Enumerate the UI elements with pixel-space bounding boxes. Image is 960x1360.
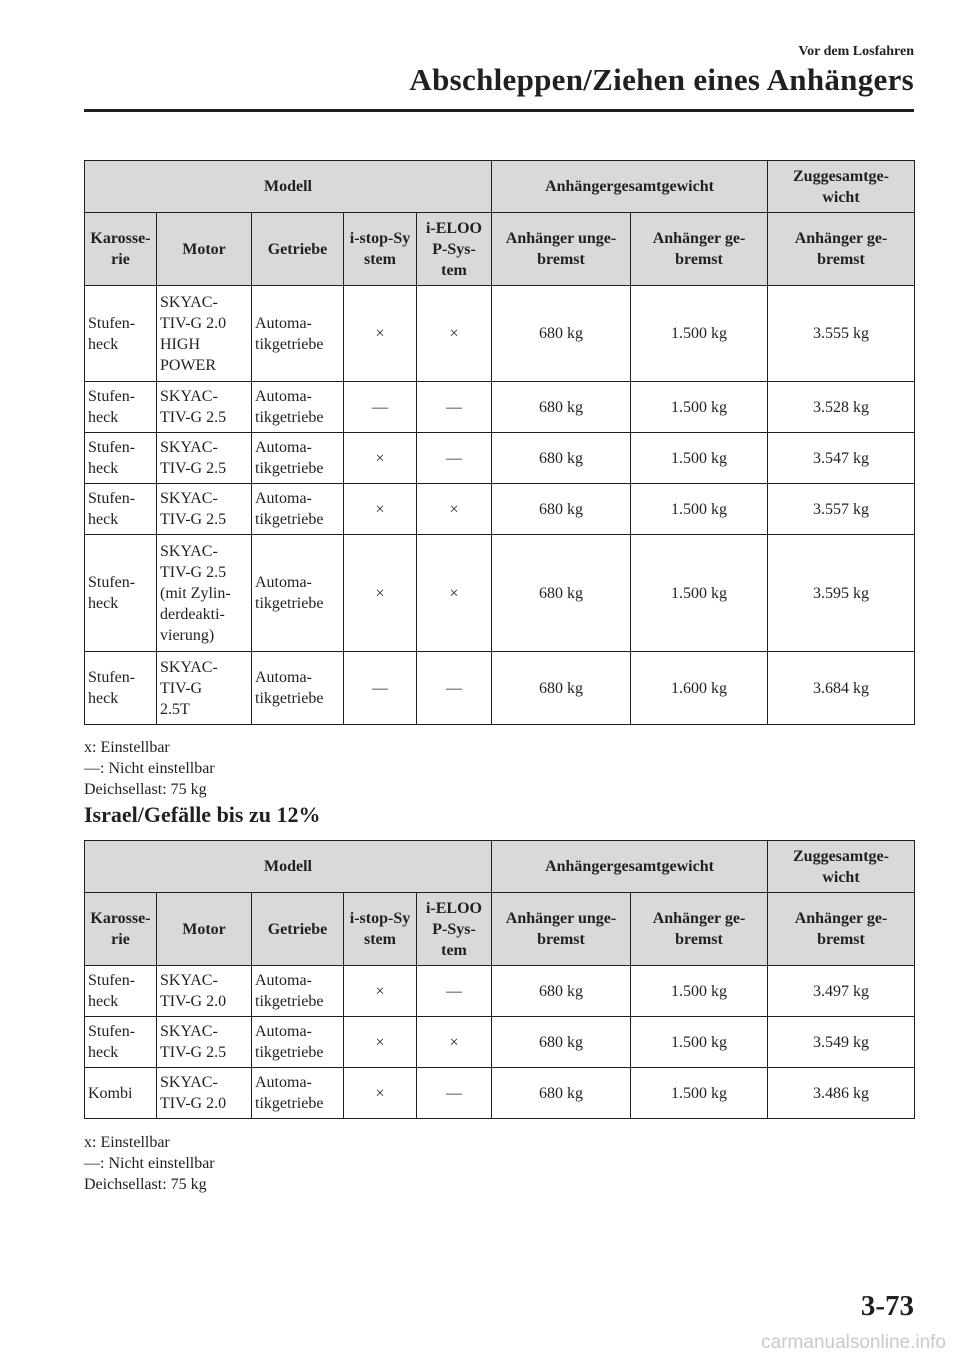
cell-motor: SKYAC- TIV-G 2.5	[157, 1017, 252, 1068]
cell-ieloop: —	[417, 433, 492, 484]
header-anhaengergesamtgewicht: Anhängergesamtgewicht	[492, 841, 768, 893]
header-zug-gebremst: Anhänger ge- bremst	[768, 213, 915, 286]
table-row	[85, 966, 915, 1017]
cell-istop: —	[344, 652, 417, 725]
notes-2	[84, 1132, 215, 1195]
cell-motor: SKYAC- TIV-G 2.5 (mit Zylin- derdeakti- vierung)	[157, 535, 252, 652]
notes-1	[84, 737, 215, 800]
watermark: carmanualsonline.info	[761, 1332, 946, 1353]
header-getriebe: Getriebe	[252, 893, 344, 966]
cell-getriebe: Automa- tikgetriebe	[252, 484, 344, 535]
page-number: 3-73	[860, 1290, 914, 1322]
cell-ieloop: ×	[417, 1017, 492, 1068]
header-gebremst: Anhänger ge- bremst	[631, 893, 768, 966]
note-einstellbar: x: Einstellbar	[84, 1134, 170, 1151]
cell-zuggesamtgewicht: 3.497 kg	[768, 966, 915, 1017]
header-karosserie: Karosse- rie	[85, 893, 157, 966]
cell-ieloop: —	[417, 382, 492, 433]
cell-istop: ×	[344, 1017, 417, 1068]
header-karosserie: Karosse- rie	[85, 213, 157, 286]
cell-ungebremst: 680 kg	[492, 286, 631, 382]
cell-karosserie: Stufen- heck	[85, 535, 157, 652]
cell-ungebremst: 680 kg	[492, 966, 631, 1017]
note-nicht-einstellbar: —: Nicht einstellbar	[84, 760, 215, 777]
cell-ungebremst: 680 kg	[492, 535, 631, 652]
cell-ieloop: ×	[417, 535, 492, 652]
cell-motor: SKYAC- TIV-G 2.5	[157, 382, 252, 433]
cell-getriebe: Automa- tikgetriebe	[252, 382, 344, 433]
table-row	[85, 382, 915, 433]
cell-getriebe: Automa- tikgetriebe	[252, 652, 344, 725]
cell-karosserie: Stufen- heck	[85, 433, 157, 484]
header-ieloop: i-ELOO P-Sys- tem	[417, 213, 492, 286]
cell-karosserie: Stufen- heck	[85, 382, 157, 433]
towing-table-1	[84, 160, 915, 725]
cell-ieloop: ×	[417, 286, 492, 382]
cell-gebremst: 1.500 kg	[631, 966, 768, 1017]
towing-table-2	[84, 840, 915, 1119]
cell-ungebremst: 680 kg	[492, 1017, 631, 1068]
table-row	[85, 1068, 915, 1119]
header-istop: i-stop-Sy stem	[344, 893, 417, 966]
header-ungebremst: Anhänger unge- bremst	[492, 893, 631, 966]
header-motor: Motor	[157, 213, 252, 286]
cell-gebremst: 1.500 kg	[631, 382, 768, 433]
note-nicht-einstellbar: —: Nicht einstellbar	[84, 1155, 215, 1172]
cell-zuggesamtgewicht: 3.486 kg	[768, 1068, 915, 1119]
cell-ieloop: —	[417, 966, 492, 1017]
header-ieloop: i-ELOO P-Sys- tem	[417, 893, 492, 966]
cell-karosserie: Stufen- heck	[85, 484, 157, 535]
cell-karosserie: Stufen- heck	[85, 286, 157, 382]
cell-motor: SKYAC- TIV-G 2.0	[157, 1068, 252, 1119]
cell-istop: ×	[344, 286, 417, 382]
section-title-israel: Israel/Gefälle bis zu 12%	[84, 802, 321, 827]
cell-zuggesamtgewicht: 3.555 kg	[768, 286, 915, 382]
header-zuggesamtgewicht: Zuggesamtge- wicht	[768, 161, 915, 213]
cell-gebremst: 1.500 kg	[631, 535, 768, 652]
cell-zuggesamtgewicht: 3.595 kg	[768, 535, 915, 652]
section-label: Vor dem Losfahren	[798, 44, 914, 59]
cell-gebremst: 1.600 kg	[631, 652, 768, 725]
table-row	[85, 286, 915, 382]
cell-istop: ×	[344, 966, 417, 1017]
cell-getriebe: Automa- tikgetriebe	[252, 286, 344, 382]
cell-motor: SKYAC- TIV-G 2.5	[157, 484, 252, 535]
cell-gebremst: 1.500 kg	[631, 1068, 768, 1119]
cell-gebremst: 1.500 kg	[631, 1017, 768, 1068]
cell-motor: SKYAC- TIV-G 2.0 HIGH POWER	[157, 286, 252, 382]
cell-istop: ×	[344, 1068, 417, 1119]
header-zug-gebremst: Anhänger ge- bremst	[768, 893, 915, 966]
cell-zuggesamtgewicht: 3.684 kg	[768, 652, 915, 725]
header-modell: Modell	[85, 841, 492, 893]
header-rule	[84, 109, 914, 112]
cell-getriebe: Automa- tikgetriebe	[252, 966, 344, 1017]
cell-getriebe: Automa- tikgetriebe	[252, 535, 344, 652]
cell-getriebe: Automa- tikgetriebe	[252, 1017, 344, 1068]
cell-istop: —	[344, 382, 417, 433]
cell-ungebremst: 680 kg	[492, 433, 631, 484]
cell-ungebremst: 680 kg	[492, 382, 631, 433]
cell-getriebe: Automa- tikgetriebe	[252, 433, 344, 484]
cell-istop: ×	[344, 484, 417, 535]
cell-karosserie: Stufen- heck	[85, 652, 157, 725]
cell-zuggesamtgewicht: 3.549 kg	[768, 1017, 915, 1068]
cell-karosserie: Stufen- heck	[85, 1017, 157, 1068]
table-row	[85, 652, 915, 725]
cell-karosserie: Stufen- heck	[85, 966, 157, 1017]
table-row	[85, 484, 915, 535]
cell-gebremst: 1.500 kg	[631, 484, 768, 535]
cell-ieloop: —	[417, 1068, 492, 1119]
header-motor: Motor	[157, 893, 252, 966]
cell-ungebremst: 680 kg	[492, 652, 631, 725]
cell-motor: SKYAC- TIV-G 2.5	[157, 433, 252, 484]
header-modell: Modell	[85, 161, 492, 213]
header-zuggesamtgewicht: Zuggesamtge- wicht	[768, 841, 915, 893]
cell-ungebremst: 680 kg	[492, 1068, 631, 1119]
cell-motor: SKYAC- TIV-G 2.0	[157, 966, 252, 1017]
note-einstellbar: x: Einstellbar	[84, 739, 170, 756]
cell-istop: ×	[344, 433, 417, 484]
cell-zuggesamtgewicht: 3.528 kg	[768, 382, 915, 433]
table-row	[85, 1017, 915, 1068]
cell-ieloop: —	[417, 652, 492, 725]
header-getriebe: Getriebe	[252, 213, 344, 286]
cell-ieloop: ×	[417, 484, 492, 535]
table-row	[85, 535, 915, 652]
cell-karosserie: Kombi	[85, 1068, 157, 1119]
cell-istop: ×	[344, 535, 417, 652]
cell-getriebe: Automa- tikgetriebe	[252, 1068, 344, 1119]
cell-zuggesamtgewicht: 3.547 kg	[768, 433, 915, 484]
cell-motor: SKYAC- TIV-G 2.5T	[157, 652, 252, 725]
cell-gebremst: 1.500 kg	[631, 433, 768, 484]
cell-ungebremst: 680 kg	[492, 484, 631, 535]
header-ungebremst: Anhänger unge- bremst	[492, 213, 631, 286]
cell-gebremst: 1.500 kg	[631, 286, 768, 382]
header-anhaengergesamtgewicht: Anhängergesamtgewicht	[492, 161, 768, 213]
page-title: Abschleppen/Ziehen eines Anhängers	[409, 62, 914, 97]
table-row	[85, 433, 915, 484]
header-gebremst: Anhänger ge- bremst	[631, 213, 768, 286]
header-istop: i-stop-Sy stem	[344, 213, 417, 286]
note-deichsellast: Deichsellast: 75 kg	[84, 781, 207, 798]
cell-zuggesamtgewicht: 3.557 kg	[768, 484, 915, 535]
note-deichsellast: Deichsellast: 75 kg	[84, 1176, 207, 1193]
